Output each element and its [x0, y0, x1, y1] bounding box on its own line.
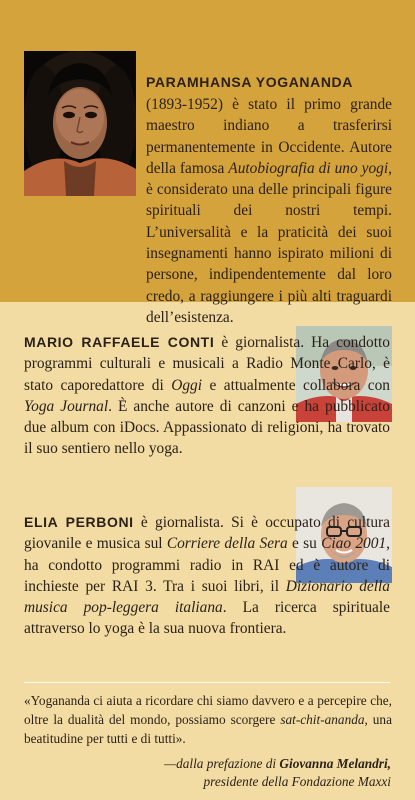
- magazine-title: Oggi: [171, 376, 202, 394]
- yogananda-bio-text: [146, 94, 392, 328]
- bio-text: e su: [287, 535, 322, 553]
- attribution-prefix: —dalla prefazione di: [164, 756, 280, 771]
- magazine-title: Ciao 2001: [321, 535, 387, 553]
- author-name: MARIO RAFFAELE CONTI: [24, 334, 215, 350]
- quote-term: sat-chit-ananda: [280, 712, 365, 727]
- author-name: PARAMHANSA YOGANANDA: [146, 74, 353, 90]
- attribution-name: Giovanna Melandri,: [279, 756, 391, 771]
- newspaper-title: Corriere della Sera: [166, 535, 288, 553]
- bio-text: , ha condotto programmi radio in RAI ed è autore di inchieste per RAI 3. Tra i suoi libri, il: [24, 535, 390, 595]
- magazine-title: Yoga Journal: [24, 397, 109, 415]
- bio-text: , è considerato una delle principali figure spirituali dei nostri tempi. L’universalità e la praticità dei suoi insegnamenti hanno ispirato milioni di persone, indipendentemente dal loro credo, a raggiungere i più alti traguardi dell’esistenza.: [146, 159, 392, 326]
- book-title: Autobiografia di uno yogi: [228, 159, 389, 177]
- quote-text: , una beatitudine per tutti e di tutti».: [24, 712, 392, 746]
- yogananda-portrait: [24, 51, 136, 196]
- quote-text: «Yogananda ci aiuta a ricordare chi siamo davvero e a percepire che, oltre la dualità del mondo, possiamo scorgere: [24, 693, 392, 727]
- elia-perboni-bio: [24, 512, 390, 640]
- book-title: Dizionario della musica pop-leggera italiana: [24, 577, 390, 617]
- attribution-role: presidente della Fondazione Maxxi: [203, 774, 391, 789]
- yogananda-bio: [146, 72, 392, 93]
- quote: [24, 691, 392, 748]
- quote-attribution: [23, 755, 391, 791]
- divider: [24, 682, 390, 683]
- bio-text: è giornalista. Si è occupato di cultura giovanile e musica sul: [24, 514, 390, 553]
- bio-text: e attualmente collabora con: [202, 376, 390, 394]
- bio-text: (1893-1952) è stato il primo grande maestro indiano a trasferirsi permanentemente in Occidente. Autore della famosa: [146, 96, 392, 177]
- author-name: ELIA PERBONI: [24, 514, 134, 530]
- bio-text: . La ricerca spirituale attraverso lo yoga è la sua nuova frontiera.: [24, 599, 390, 638]
- mario-raffaele-conti-bio: [24, 332, 390, 460]
- bio-text: è giornalista. Ha condotto programmi culturali e musicali a Radio Monte Carlo, è stato caporedattore di: [24, 334, 390, 394]
- bio-text: . È anche autore di canzoni e ha pubblicato due album con iDocs. Appassionato di religioni, ha trovato il suo sentiero nello yoga.: [24, 397, 390, 458]
